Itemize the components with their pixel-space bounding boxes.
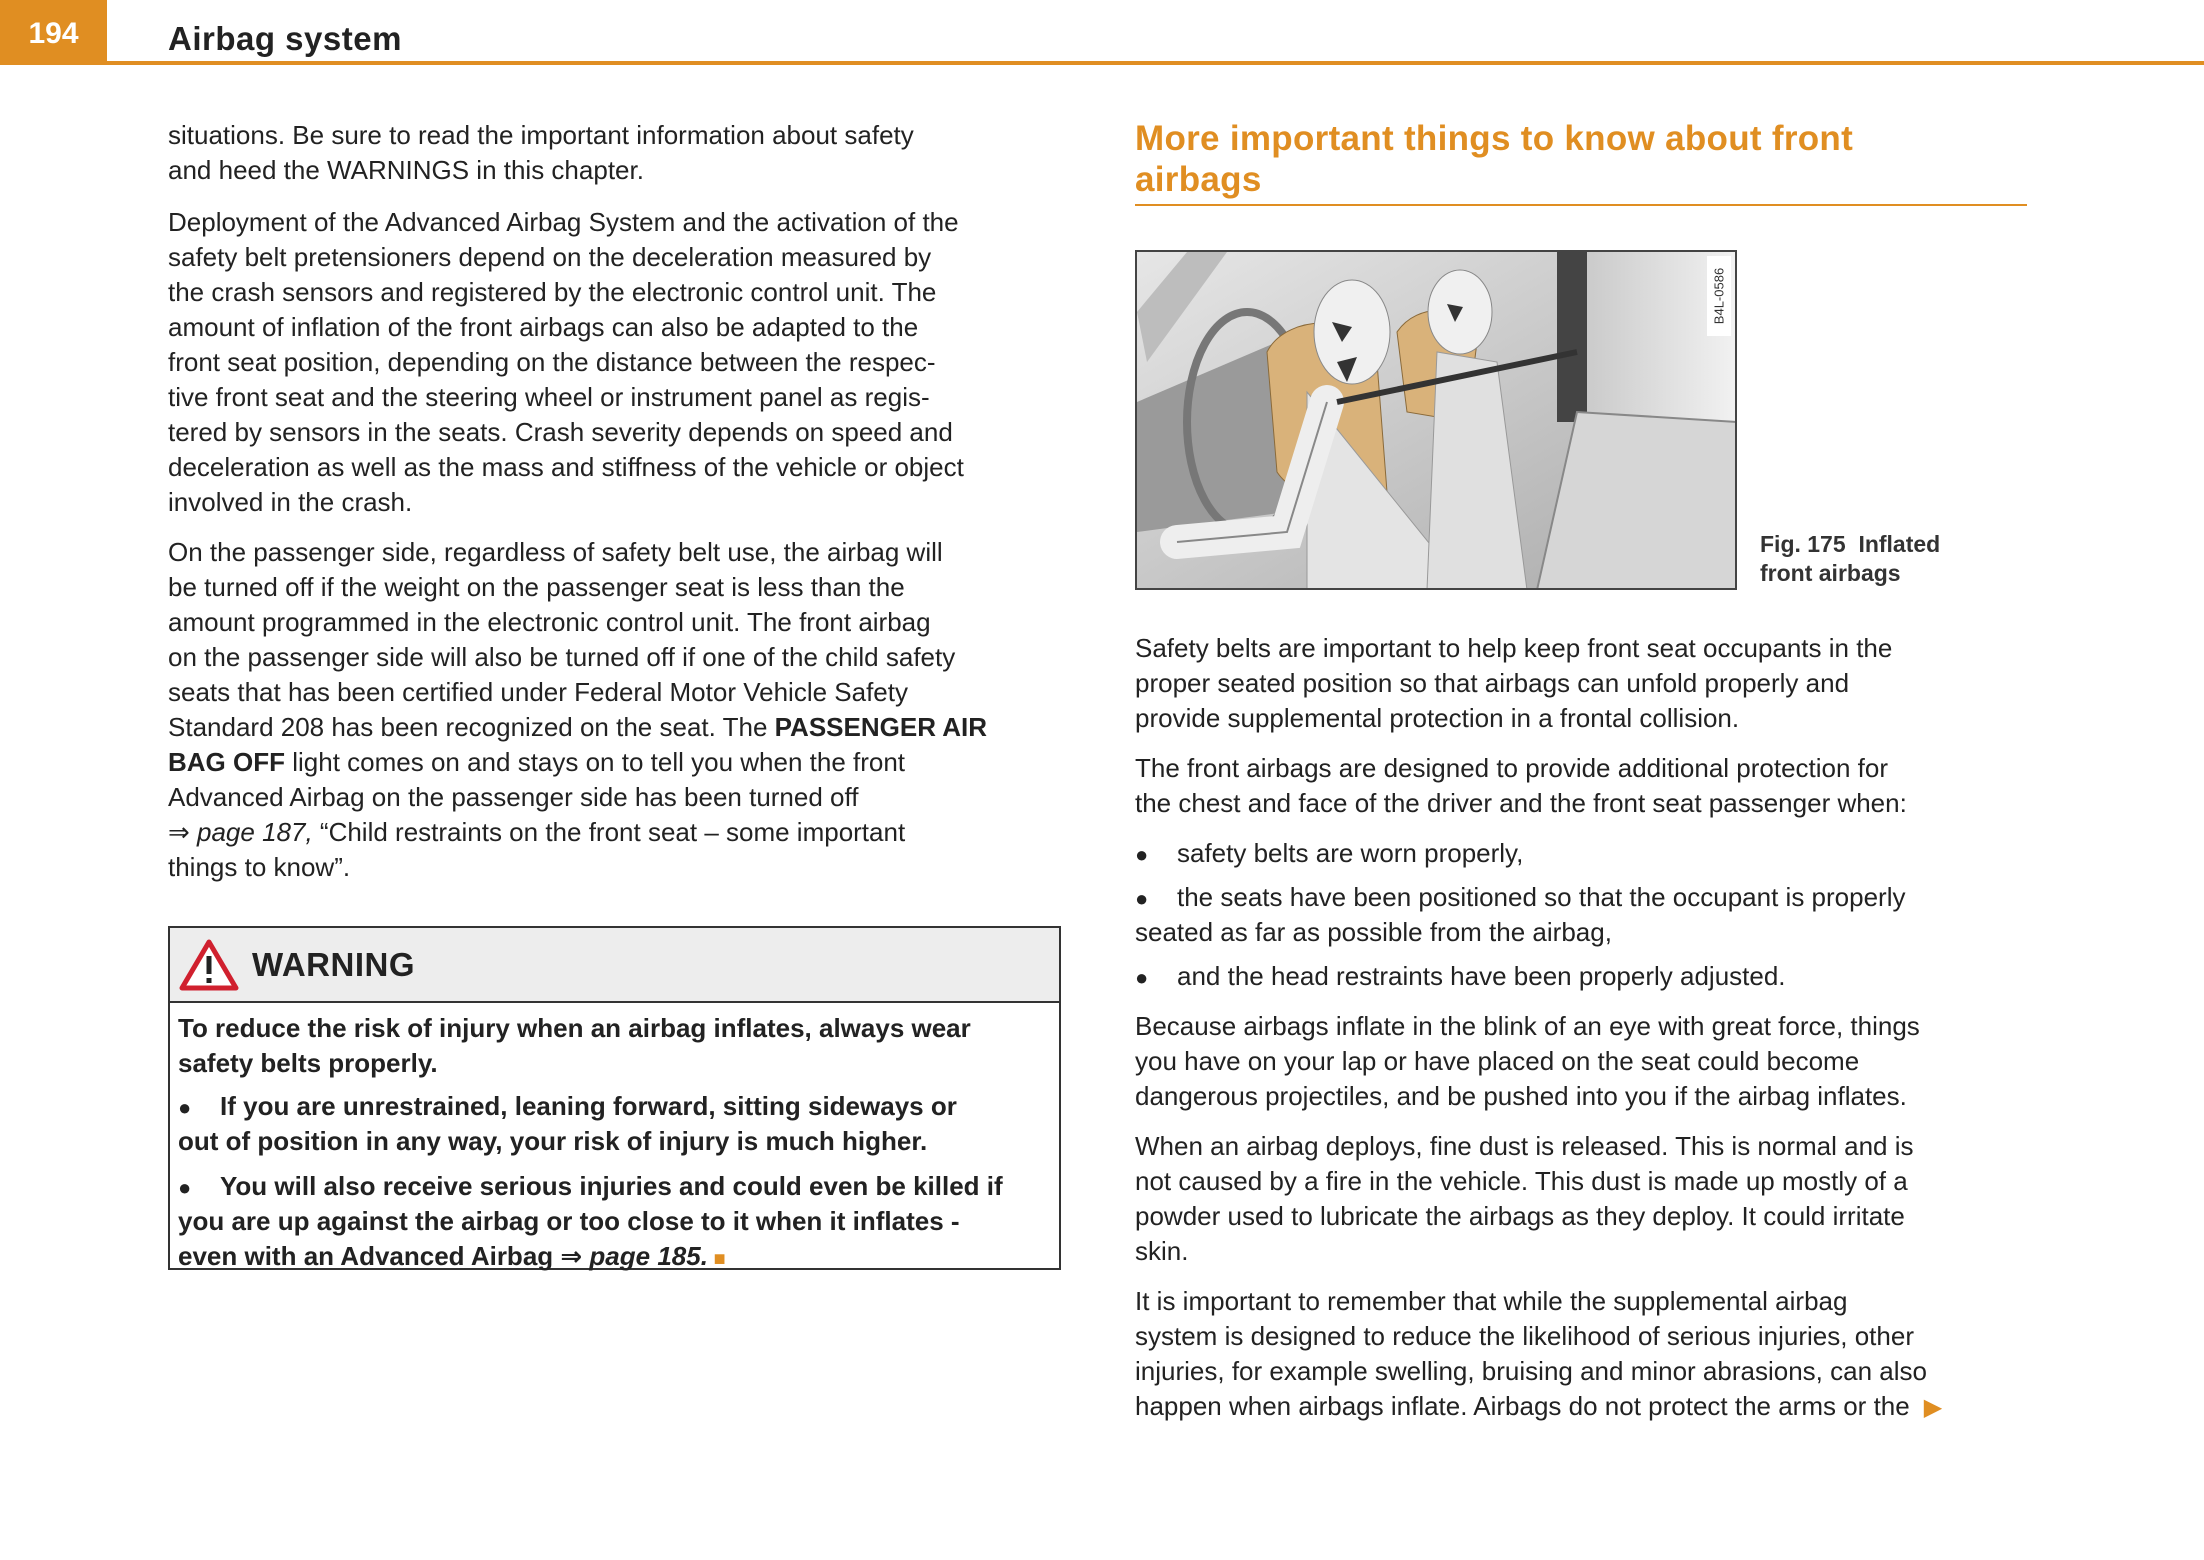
figure-caption [1760,530,1940,588]
paragraph [1135,1284,1942,1424]
text-line [168,850,987,885]
heading-line: More important things to know about front [1135,119,1854,158]
paragraph [1135,1009,1942,1114]
text-segment: the chest and face of the driver and the front seat passenger when: [1135,788,1907,818]
section-title: Airbag system [168,20,402,57]
figure-caption-line2: front airbags [1760,560,1901,586]
continue-arrow-icon: ▶ [1923,1394,1943,1421]
text-line [1135,631,1942,666]
subsection-heading [1135,118,2027,206]
text-line [1135,1389,1942,1424]
text-segment: skin. [1135,1236,1189,1266]
figure-inflated-airbags [1135,250,1737,590]
page-reference: page 187, [197,817,313,847]
bullet-icon: ● [178,1095,192,1120]
text-segment: Standard 208 has been recognized on the seat. The [168,712,775,742]
text-segment: On the passenger side, regardless of safety belt use, the airbag will [168,537,943,567]
text-segment: When an airbag deploys, fine dust is released. This is normal and is [1135,1131,1914,1161]
figure-number: Fig. 175 [1760,531,1846,557]
bullet-item [1135,880,1942,950]
text-segment: safety belts properly. [178,1048,438,1078]
text-segment: PASSENGER AIR [774,712,988,742]
right-body [1135,631,1942,1424]
text-line [1135,1129,1942,1164]
text-segment: the seats have been positioned so that the occupant is properly [1177,882,1906,912]
text-line [1135,836,1942,871]
warning-title: WARNING [252,945,415,983]
text-segment: powder used to lubricate the airbags as they deploy. It could irritate [1135,1201,1905,1231]
text-line [178,1204,1003,1239]
text-segment: The front airbags are designed to provide additional protection for [1135,753,1889,783]
page-reference: page 185. [589,1241,708,1271]
page-number: 194 [0,0,107,63]
text-segment: Because airbags inflate in the blink of an eye with great force, things [1135,1011,1920,1041]
text-line [1135,1199,1942,1234]
text-line [1135,1164,1942,1199]
text-segment: be turned off if the weight on the passenger seat is less than the [168,572,905,602]
text-segment: It is important to remember that while the supplemental airbag [1135,1286,1848,1316]
text-segment: ⇒ [168,817,198,847]
text-line [168,710,987,745]
warning-body [178,1011,1003,1274]
end-marker-icon: ■ [707,1248,726,1270]
header-rule [0,61,2204,65]
text-line [178,1011,1003,1046]
airbag-illustration [1137,252,1737,590]
text-line [178,1124,1003,1159]
text-segment: safety belts are worn properly, [1177,838,1524,868]
text-line [1135,1009,1942,1044]
text-segment: Safety belts are important to help keep front seat occupants in the [1135,633,1893,663]
paragraph-deployment [168,205,964,520]
paragraph [1135,751,1942,821]
text-segment: injuries, for example swelling, bruising and minor abrasions, can also [1135,1356,1927,1386]
text-line [178,1169,1003,1204]
text-line [1135,1044,1942,1079]
text-segment: proper seated position so that airbags can unfold properly and [1135,668,1850,698]
text-segment: you are up against the airbag or too close to it when it inflates - [178,1206,960,1236]
figure-code-text: B4L-0586 [1711,267,1727,325]
text-line [1135,1079,1942,1114]
text-line [168,570,987,605]
text-segment: seats that has been certified under Federal Motor Vehicle Safety [168,677,908,707]
text-line: front seat position, depending on the distance between the respec- [168,347,936,377]
text-line [1135,1284,1942,1319]
text-line: and heed the WARNINGS in this chapter. [168,155,644,185]
figure-caption-line1: Inflated [1858,531,1941,557]
text-line [1135,1354,1942,1389]
text-segment: If you are unrestrained, leaning forward, sitting sideways or [220,1091,957,1121]
text-line [1135,1319,1942,1354]
text-line [178,1046,1003,1081]
text-line [1135,701,1942,736]
text-segment: To reduce the risk of injury when an airbag inflates, always wear [178,1013,971,1043]
paragraph [1135,631,1942,736]
text-line [168,780,987,815]
heading-line: airbags [1135,160,1262,199]
paragraph-intro [168,118,914,188]
bullet-item [1135,836,1942,871]
text-line [178,1089,1003,1124]
bullet-icon: ● [1135,886,1149,911]
text-line: tive front seat and the steering wheel or instrument panel as regis- [168,382,930,412]
text-line: deceleration as well as the mass and stiffness of the vehicle or object [168,452,964,482]
text-segment: light comes on and stays on to tell you when the front [285,747,906,777]
text-line [1135,915,1942,950]
text-line [168,605,987,640]
bullet-icon: ● [1135,842,1149,867]
bullet-icon: ● [178,1175,192,1200]
text-line [178,1239,1003,1274]
text-line: the crash sensors and registered by the electronic control unit. The [168,277,937,307]
text-line [1135,959,1942,994]
text-line: amount of inflation of the front airbags can also be adapted to the [168,312,919,342]
text-line [1135,786,1942,821]
text-line: safety belt pretensioners depend on the deceleration measured by [168,242,932,272]
text-line [1135,666,1942,701]
text-segment: system is designed to reduce the likelihood of serious injuries, other [1135,1321,1914,1351]
text-segment: on the passenger side will also be turned off if one of the child safety [168,642,956,672]
bullet-item [1135,959,1942,994]
paragraph-passenger-side [168,535,987,885]
bullet-icon: ● [1135,965,1149,990]
text-line: Deployment of the Advanced Airbag System and the activation of the [168,207,959,237]
text-line [168,675,987,710]
text-line: situations. Be sure to read the important information about safety [168,120,914,150]
figure-code [1707,256,1731,336]
text-segment: provide supplemental protection in a frontal collision. [1135,703,1740,733]
text-segment: amount programmed in the electronic control unit. The front airbag [168,607,931,637]
text-segment: things to know”. [168,852,351,882]
text-segment: Advanced Airbag on the passenger side has been turned off [168,782,859,812]
text-line [1135,1234,1942,1269]
text-segment: you have on your lap or have placed on the seat could become [1135,1046,1860,1076]
text-segment: even with an Advanced Airbag ⇒ [178,1241,590,1271]
warning-box [168,926,1061,1270]
text-segment: happen when airbags inflate. Airbags do not protect the arms or the [1135,1391,1910,1421]
text-line [1135,751,1942,786]
paragraph [1135,1129,1942,1269]
text-line [1135,880,1942,915]
text-segment: BAG OFF [168,747,285,777]
text-line [168,815,987,850]
text-segment: You will also receive serious injuries and could even be killed if [220,1171,1003,1201]
text-line: tered by sensors in the seats. Crash severity depends on speed and [168,417,953,447]
text-segment: “Child restraints on the front seat – some important [312,817,906,847]
text-segment: and the head restraints have been properly adjusted. [1177,961,1786,991]
text-line [168,640,987,675]
warning-header [170,928,1059,1003]
text-line: involved in the crash. [168,487,413,517]
text-segment: out of position in any way, your risk of injury is much higher. [178,1126,928,1156]
text-segment: not caused by a fire in the vehicle. This dust is made up mostly of a [1135,1166,1908,1196]
text-line [168,745,987,780]
text-segment: dangerous projectiles, and be pushed into you if the airbag inflates. [1135,1081,1907,1111]
text-line [168,535,987,570]
warning-triangle-icon [178,938,240,992]
text-segment: seated as far as possible from the airbag, [1135,917,1612,947]
